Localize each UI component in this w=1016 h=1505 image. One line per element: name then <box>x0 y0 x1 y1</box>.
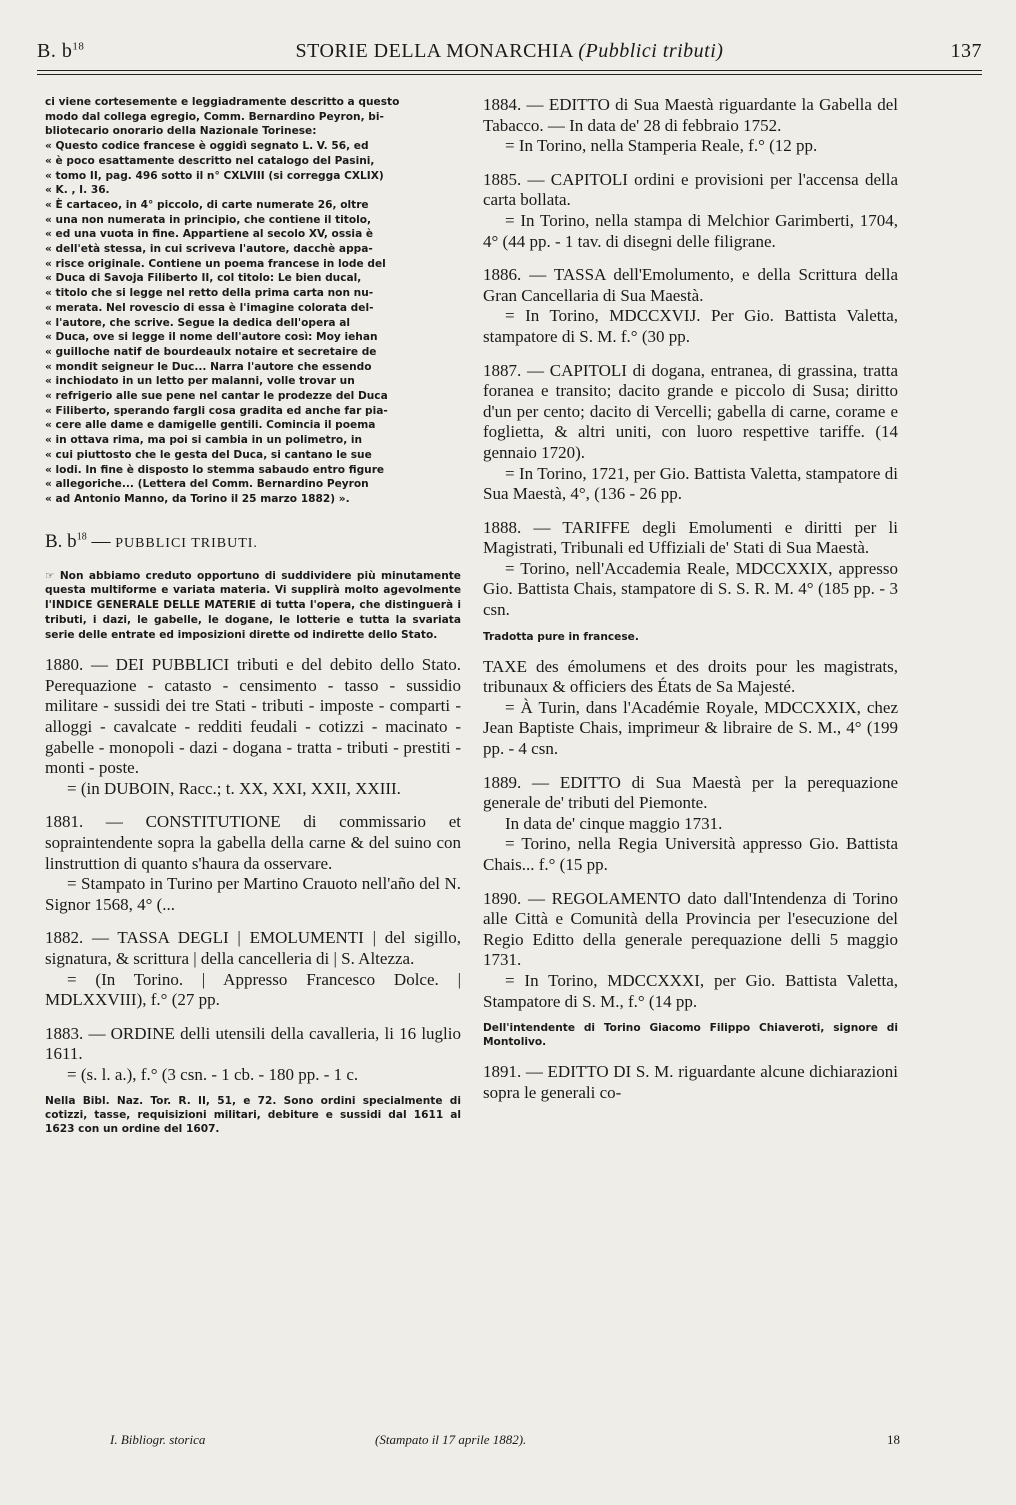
intro-line: « risce originale. Contiene un poema francese in lode del <box>45 257 386 270</box>
intro-line: « K. , I. 36. <box>45 184 110 197</box>
entry-note: Nella Bibl. Naz. Tor. R. II, 51, e 72. Sono ordini specialmente di cotizzi, tasse, requisizioni militari, debiture e sussidi dal 1611 al 1623 con un ordine del 1607. <box>45 1095 461 1136</box>
entry-imprint: = In Torino, MDCCXXXI, per Gio. Battista Valetta, Stampatore di S. M., f.° (14 pp. <box>483 970 898 1011</box>
entry-title: 1884. — EDITTO di Sua Maestà riguardante la Gabella del Tabacco. — In data de' 28 di febbraio 1752. <box>483 95 898 135</box>
entry-imprint: In data de' cinque maggio 1731. <box>505 813 723 833</box>
entry-imprint: = In Torino, 1721, per Gio. Battista Valetta, stampatore di Sua Maestà, 4°, (136 - 26 pp. <box>483 463 898 504</box>
catalog-entry <box>483 773 898 876</box>
catalog-entry <box>45 655 461 799</box>
intro-line: « in ottava rima, ma poi si cambia in un polimetro, in <box>45 434 363 447</box>
catalog-entry <box>483 889 898 1050</box>
entry-imprint: = (In Torino. | Appresso Francesco Dolce. | MDLXXVIII), f.° (27 pp. <box>45 969 461 1010</box>
intro-line: « cere alle dame e damigelle gentili. Comincia il poema <box>45 419 376 432</box>
entry-title: 1889. — EDITTO di Sua Maestà per la perequazione generale de' tributi del Piemonte. <box>483 772 898 813</box>
catalog-entry <box>483 265 898 347</box>
intro-quote <box>45 95 461 507</box>
catalog-entry <box>483 518 898 644</box>
entry-title: TAXE des émolumens et des droits pour les magistrats, tribunaux & officiers des États de Sa Majesté. <box>483 656 898 697</box>
header-title: STORIE DELLA MONARCHIA (Pubblici tributi) <box>295 40 724 62</box>
header-rule <box>37 70 982 71</box>
entry-note: Tradotta pure in francese. <box>483 630 639 643</box>
catalog-entry <box>483 95 898 157</box>
left-column <box>45 95 461 1136</box>
page-footer <box>110 1432 900 1452</box>
intro-line: « Duca di Savoja Filiberto II, col titolo: Le bien ducal, <box>45 272 362 285</box>
right-entries <box>483 95 898 1103</box>
intro-line: modo dal collega egregio, Comm. Bernardino Peyron, bi- <box>45 110 384 123</box>
footer-signature: I. Bibliogr. storica <box>110 1432 206 1447</box>
intro-line: « l'autore, che scrive. Segue la dedica dell'opera al <box>45 316 351 329</box>
section-note: ☞ Non abbiamo creduto opportuno di suddividere più minutamente questa multiforme e variata materia. Vi supplirà molto agevolmente l'INDICE GENERALE DELLE MATERIE di tutta l'opera, che distinguerà i tributi, i dazi, le gabelle, le dogane, le lotterie e tutta la svariata serie delle entrate ed imposizioni dirette od indirette dello Stato. <box>45 569 461 641</box>
running-header <box>37 40 982 70</box>
intro-line: « lodi. In fine è disposto lo stemma sabaudo entro figure <box>45 463 385 476</box>
intro-line: « ed una vuota in fine. Appartiene al secolo XV, ossia è <box>45 228 374 241</box>
right-column <box>483 95 898 1103</box>
intro-line: « dell'età stessa, in cui scriveva l'autore, dacchè appa- <box>45 243 373 256</box>
header-rule-thin <box>37 74 982 75</box>
intro-line: « inchiodato in un letto per malanni, volle trovar un <box>45 375 355 388</box>
intro-line: « Questo codice francese è oggidì segnato L. V. 56, ed <box>45 140 369 153</box>
entry-title: 1888. — TARIFFE degli Emolumenti e diritti per li Magistrati, Tribunali ed Uffiziali de' Stati di Sua Maestà. <box>483 517 898 558</box>
intro-line: « È cartaceo, in 4° piccolo, di carte numerate 26, oltre <box>45 198 369 211</box>
catalog-entry <box>45 928 461 1010</box>
page-number: 137 <box>950 40 982 62</box>
intro-line: « titolo che si legge nel retto della prima carta non nu- <box>45 287 374 300</box>
entry-imprint: = Torino, nell'Accademia Reale, MDCCXXIX, appresso Gio. Battista Chais, stampatore di S. S. R. M. 4° (185 pp. - 3 csn. <box>483 558 898 620</box>
intro-line: « Duca, ove si legge il nome dell'autore così: Moy iehan <box>45 331 378 344</box>
intro-line: « allegoriche... (Lettera del Comm. Bernardino Peyron <box>45 478 369 491</box>
footer-sheet: 18 <box>887 1432 900 1447</box>
intro-line: « guilloche natif de bourdeaulx notaire et secretaire de <box>45 345 377 358</box>
catalog-entry <box>483 170 898 252</box>
entry-imprint: = À Turin, dans l'Académie Royale, MDCCXXIX, chez Jean Baptiste Chais, imprimeur & libraire de S. M., 4° (199 pp. - 4 csn. <box>483 697 898 759</box>
catalog-entry <box>45 812 461 915</box>
entry-note: Dell'intendente di Torino Giacomo Filippo Chiaveroti, signore di Montolivo. <box>483 1022 898 1049</box>
entry-imprint: = (s. l. a.), f.° (3 csn. - 1 cb. - 180 pp. - 1 c. <box>67 1064 359 1084</box>
entry-imprint: = In Torino, nella stampa di Melchior Garimberti, 1704, 4° (44 pp. - 1 tav. di disegni delle filigrane. <box>483 210 898 251</box>
catalog-entry <box>483 657 898 760</box>
intro-line: « ad Antonio Manno, da Torino il 25 marzo 1882) ». <box>45 492 350 505</box>
section-heading: B. $b^{18}$ — PUBBLICI TRIBUTI. <box>45 530 258 552</box>
footer-print-date: (Stampato il 17 aprile 1882). <box>375 1432 527 1447</box>
entry-title: 1890. — REGOLAMENTO dato dall'Intendenza di Torino alle Città e Comunità della Provincia per l'esecuzione del Regio Editto della generale perequazione delli 5 maggio 1731. <box>483 888 898 970</box>
catalog-entry <box>483 361 898 505</box>
entry-imprint: = In Torino, MDCCXVIJ. Per Gio. Battista Valetta, stampatore di S. M. f.° (30 pp. <box>483 306 898 346</box>
intro-line: « una non numerata in principio, che contiene il titolo, <box>45 213 372 226</box>
intro-line: « è poco esattamente descritto nel catalogo del Pasini, <box>45 154 375 167</box>
catalog-entry <box>45 1024 461 1137</box>
left-entries <box>45 655 461 1136</box>
entry-imprint: = In Torino, nella Stamperia Reale, f.° (12 pp. <box>505 136 818 156</box>
entry-title: 1891. — EDITTO DI S. M. riguardante alcune dichiarazioni sopra le generali co- <box>483 1062 898 1102</box>
entry-title: 1881. — CONSTITUTIONE di commissario et sopraintendente sopra la gabella della carne & del suino con linstruttion di quanto s'haura da osservare. <box>45 812 461 873</box>
intro-line: « merata. Nel rovescio di essa è l'imagine colorata del- <box>45 301 374 314</box>
intro-line: « tomo II, pag. 496 sotto il n° CXLVIII (si corregga CXLIX) <box>45 169 384 182</box>
intro-line: « Filiberto, sperando fargli cosa gradita ed anche far pia- <box>45 404 388 417</box>
entry-title: 1885. — CAPITOLI ordini e provisioni per l'accensa della carta bollata. <box>483 169 898 210</box>
intro-line: « mondit seigneur le Duc... Narra l'autore che essendo <box>45 360 372 373</box>
entry-imprint: = (in DUBOIN, Racc.; t. XX, XXI, XXII, XXIII. <box>67 778 401 798</box>
entry-title: 1882. — TASSA DEGLI | EMOLUMENTI | del sigillo, signatura, & scrittura | della cancelleria di | S. Altezza. <box>45 928 461 968</box>
entry-title: 1887. — CAPITOLI di dogana, entranea, di grassina, tratta foranea e transito; dacito grande e piccolo di Susa; diritto d'un per cento; dacito di Vercelli; gabella di carne, corame e foglietta, & altri uniti, con luoro respettive tariffe. (14 gennaio 1720). <box>483 360 898 462</box>
entry-title: 1886. — TASSA dell'Emolumento, e della Scrittura della Gran Cancellaria di Sua Maestà. <box>483 265 898 305</box>
header-signature: B. $b^{18}$ <box>37 40 85 62</box>
entry-imprint: = Stampato in Turino per Martino Crauoto nell'año del N. Signor 1568, 4° (... <box>45 874 461 914</box>
intro-line: bliotecario onorario della Nazionale Torinese: <box>45 125 317 138</box>
intro-line: ci viene cortesemente e leggiadramente descritto a questo <box>45 96 400 108</box>
intro-line: « refrigerio alle sue pene nel cantar le prodezze del Duca <box>45 390 388 403</box>
intro-line: « cui piuttosto che le gesta del Duca, si cantano le sue <box>45 448 372 461</box>
entry-title: 1880. — DEI PUBBLICI tributi e del debito dello Stato. Perequazione - catasto - censimento - tasso - sussidio militare - sussidi dei tre Stati - tributi - imposte - comparti - alloggi - cavalcate - redditi feudali - cotizzi - macinato - gabelle - monopoli - dazi - dogana - tratta - tributi - prestiti - monti - poste. <box>45 655 461 778</box>
catalog-entry <box>483 1062 898 1103</box>
entry-title: 1883. — ORDINE delli utensili della cavalleria, li 16 luglio 1611. <box>45 1023 461 1064</box>
entry-imprint: = Torino, nella Regia Università appresso Gio. Battista Chais... f.° (15 pp. <box>483 834 898 874</box>
